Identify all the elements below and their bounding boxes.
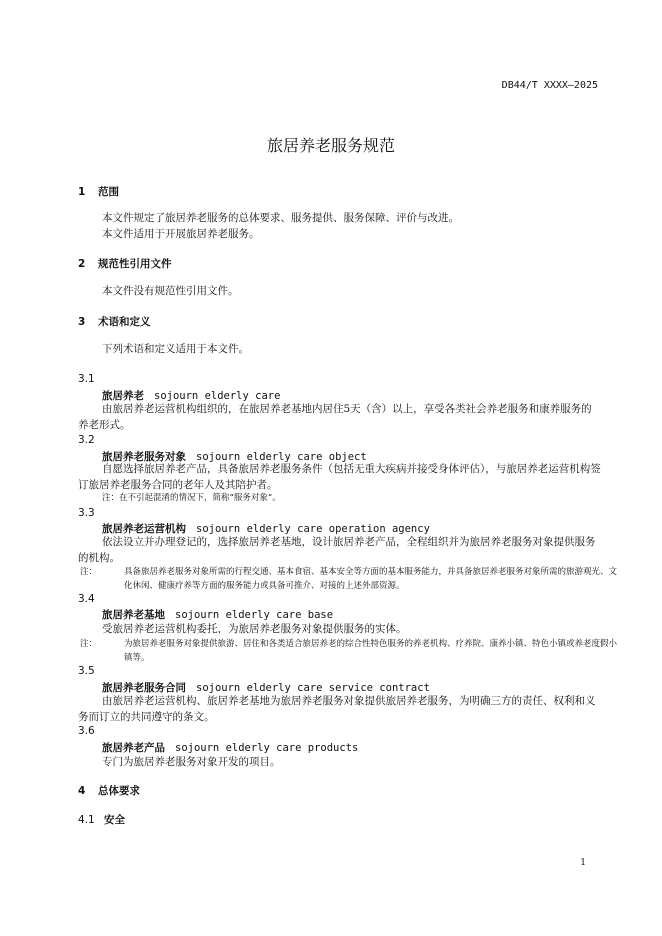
term-definition: 依法设立并办理登记的，选择旅居养老基地，设计旅居养老产品，全程组织并为旅居养老服务对象提供服务的机构。: [78, 536, 596, 564]
section-number: 3: [78, 316, 86, 328]
term-heading: [102, 740, 358, 755]
paragraph: 本文件没有规范性引用文件。: [102, 285, 239, 297]
term-en: sojourn elderly care products: [175, 742, 359, 754]
term-number: 3.4: [78, 593, 95, 605]
note-label: 注：: [80, 639, 98, 649]
section-title: 规范性引用文件: [98, 258, 172, 270]
section-number: 1: [78, 186, 86, 198]
term-en: sojourn elderly care service contract: [196, 682, 430, 694]
section-number: 4: [78, 785, 86, 797]
subsection-title: 安全: [104, 814, 125, 826]
note-label: 注：: [80, 567, 98, 577]
term-cn: 旅居养老产品: [102, 742, 165, 754]
subsection-4-1-heading: [78, 812, 125, 827]
term-note: 注：在不引起混淆的情况下，简称“服务对象”。: [102, 493, 281, 503]
paragraph: 本文件适用于开展旅居养老服务。: [102, 228, 260, 240]
term-en: sojourn elderly care: [154, 390, 281, 402]
term-heading: [102, 607, 333, 622]
subsection-number: 4.1: [78, 814, 95, 826]
term-definition: 由旅居养老运营机构组织的，在旅居养老基地内居住5天（含）以上，享受各类社会养老服务和康养服务的养老形式。: [78, 403, 592, 431]
section-title: 术语和定义: [98, 316, 151, 328]
term-en: sojourn elderly care object: [196, 451, 367, 463]
term-number: 3.1: [78, 373, 95, 385]
term-heading: [102, 388, 280, 403]
term-number: 3.2: [78, 434, 95, 446]
term-number: 3.5: [78, 665, 95, 677]
page-title: 旅居养老服务规范: [266, 136, 395, 155]
term-heading: [102, 521, 430, 536]
term-number: 3.6: [78, 725, 95, 737]
term-definition: 自愿选择旅居养老产品，具备旅居养老服务条件（包括无重大疾病并接受身体评估），与旅居养老运营机构签订旅居养老服务合同的老年人及其陪护者。: [78, 463, 601, 491]
term-note: [80, 638, 624, 665]
term-number: 3.3: [78, 507, 95, 519]
term-definition: 专门为旅居养老服务对象开发的项目。: [102, 756, 281, 768]
note-text: 具备旅居养老服务对象所需的行程交通、基本食宿、基本安全等方面的基本服务能力，并具备旅居养老服务对象所需的旅游观光、文化休闲、健康疗养等方面的服务能力或具备可推介、对接的上述外部资源。: [124, 567, 618, 591]
term-cn: 旅居养老: [102, 390, 144, 402]
section-3-heading: [78, 314, 151, 329]
paragraph: 本文件规定了旅居养老服务的总体要求、服务提供、服务保障、评价与改进。: [102, 212, 459, 224]
page-number: 1: [580, 858, 586, 868]
document-id: DB44/T XXXX—2025: [501, 80, 598, 91]
term-cn: 旅居养老运营机构: [102, 523, 186, 535]
section-number: 2: [78, 258, 86, 270]
term-cn: 旅居养老服务合同: [102, 682, 186, 694]
section-4-heading: [78, 783, 140, 798]
term-cn: 旅居养老基地: [102, 609, 165, 621]
term-note: [80, 566, 624, 593]
term-en: sojourn elderly care base: [175, 609, 334, 621]
term-en: sojourn elderly care operation agency: [196, 523, 430, 535]
section-1-heading: [78, 184, 119, 199]
note-text: 为旅居养老服务对象提供旅游、居住和各类适合旅居养老的综合性特色服务的养老机构、疗养院、康养小镇、特色小镇或养老度假小镇等。: [124, 639, 618, 663]
paragraph: 下列术语和定义适用于本文件。: [102, 343, 249, 355]
term-definition: 受旅居养老运营机构委托，为旅居养老服务对象提供服务的实体。: [102, 623, 407, 635]
term-definition: 由旅居养老运营机构、旅居养老基地为旅居养老服务对象提供旅居养老服务，为明确三方的责任、权利和义务而订立的共同遵守的条文。: [78, 695, 596, 723]
term-cn: 旅居养老服务对象: [102, 451, 186, 463]
section-2-heading: [78, 256, 172, 271]
section-title: 范围: [98, 186, 119, 198]
section-title: 总体要求: [98, 785, 140, 797]
term-heading: [102, 680, 430, 695]
